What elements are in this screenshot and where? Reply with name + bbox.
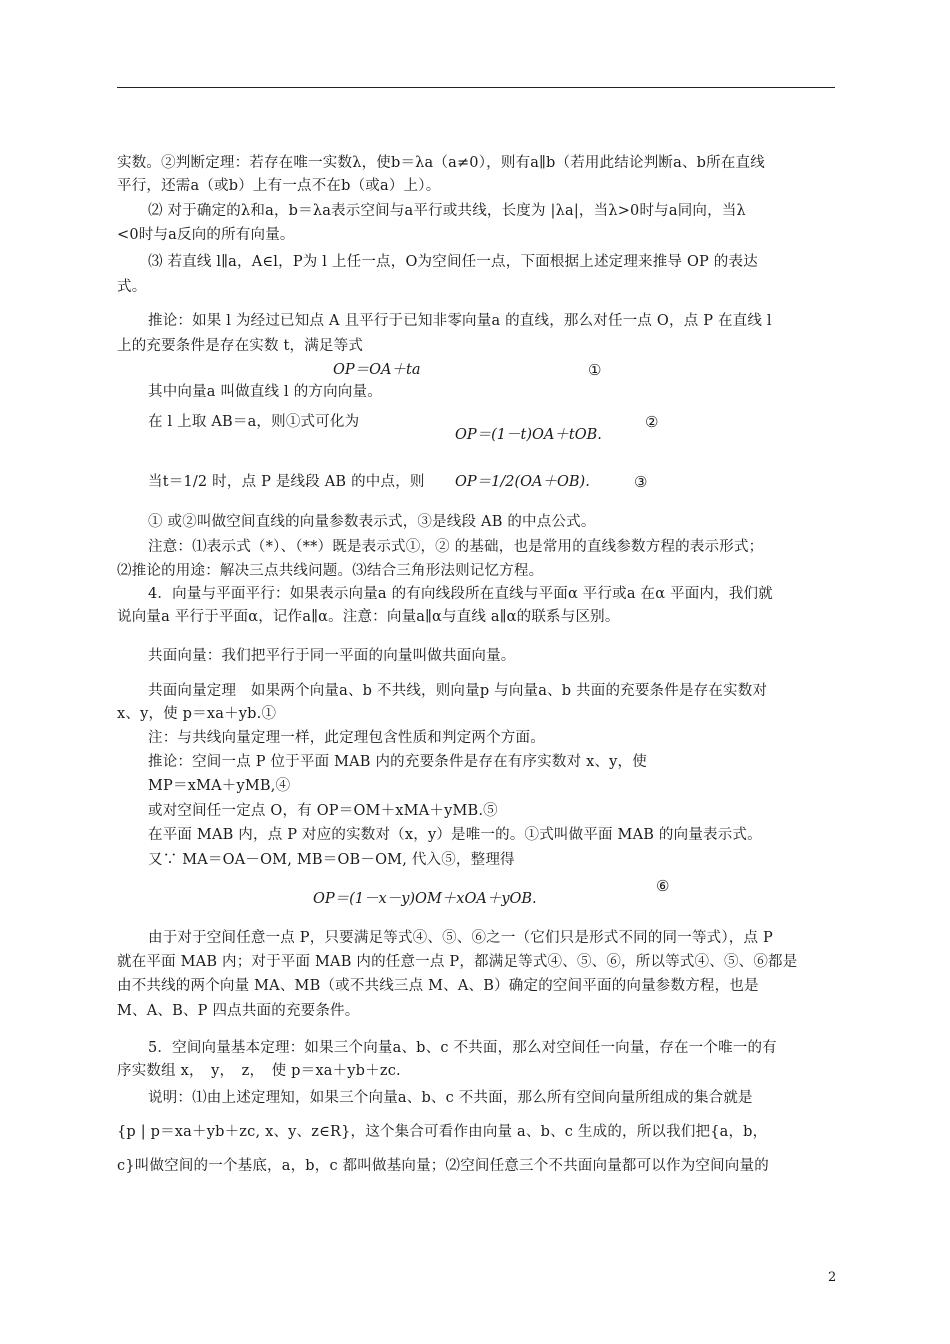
equation-marker: ① bbox=[588, 361, 602, 379]
text-line: ① 或②叫做空间直线的向量参数表示式，③是线段 AB 的中点公式。 bbox=[148, 514, 596, 530]
text-line: 说明：⑴由上述定理知，如果三个向量a、b、c 不共面，那么所有空间向量所组成的集合就是 bbox=[148, 1090, 753, 1106]
header-rule bbox=[117, 87, 835, 88]
equation-marker: ③ bbox=[634, 473, 648, 491]
text-line: 就在平面 MAB 内；对于平面 MAB 内的任意一点 P，都满足等式④、⑤、⑥，所以等式④、⑤、⑥都是 bbox=[117, 954, 798, 970]
formula-1: OP＝OA＋ta bbox=[333, 362, 421, 378]
text-line: 实数。②判断定理：若存在唯一实数λ，使b＝λa（a≠0），则有a∥b（若用此结论判断a、b所在直线 bbox=[117, 155, 765, 171]
text-line: 平行，还需a（或b）上有一点不在b（或a）上）。 bbox=[117, 178, 441, 194]
text-line: ⑵ 对于确定的λ和a，b＝λa表示空间与a平行或共线，长度为 |λa|，当λ>0时与a同向，当λ bbox=[148, 203, 746, 219]
formula-3: OP＝1/2(OA＋OB). bbox=[455, 474, 590, 490]
text-line: x、y，使 p＝xa＋yb.① bbox=[117, 706, 277, 722]
text-line: ⑶ 若直线 l∥a，A∈l，P为 l 上任一点，O为空间任一点，下面根据上述定理来推导 OP 的表达 bbox=[148, 254, 758, 270]
text-line: MP＝xMA＋yMB,④ bbox=[148, 778, 291, 794]
equation-marker: ⑥ bbox=[656, 877, 670, 895]
text-line: 推论：空间一点 P 位于平面 MAB 内的充要条件是存在有序实数对 x、y，使 bbox=[148, 754, 647, 770]
text-line: 5．空间向量基本定理：如果三个向量a、b、c 不共面，那么对空间任一向量，存在一个唯一的有 bbox=[148, 1040, 777, 1056]
text-line: 4．向量与平面平行：如果表示向量a 的有向线段所在直线与平面α 平行或a 在α 平面内，我们就 bbox=[148, 586, 773, 602]
text-line: <0时与a反向的所有向量。 bbox=[117, 227, 295, 243]
text-line: 当t＝1/2 时，点 P 是线段 AB 的中点，则 bbox=[148, 474, 425, 490]
text-line: 在 l 上取 AB＝a，则①式可化为 bbox=[148, 414, 360, 430]
text-line: ⑵推论的用途：解决三点共线问题。⑶结合三角形法则记忆方程。 bbox=[117, 563, 544, 579]
formula-2: OP＝(1－t)OA＋tOB. bbox=[455, 427, 602, 443]
text-line: 共面向量：我们把平行于同一平面的向量叫做共面向量。 bbox=[148, 648, 516, 664]
text-line: 在平面 MAB 内，点 P 对应的实数对（x，y）是唯一的。①式叫做平面 MAB 的向量表示式。 bbox=[148, 827, 762, 843]
page-number: 2 bbox=[828, 1270, 837, 1285]
text-line: {p | p＝xa＋yb＋zc, x、y、z∈R}，这个集合可看作由向量 a、b、c 生成的，所以我们把{a，b， bbox=[117, 1124, 768, 1140]
text-line: 共面向量定理 如果两个向量a、b 不共线，则向量p 与向量a、b 共面的充要条件是存在实数对 bbox=[148, 683, 768, 699]
text-line: M、A、B、P 四点共面的充要条件。 bbox=[117, 1003, 360, 1019]
text-line: c}叫做空间的一个基底，a，b，c 都叫做基向量；⑵空间任意三个不共面向量都可以作为空间向量的 bbox=[117, 1158, 769, 1174]
text-line: 上的充要条件是存在实数 t，满足等式 bbox=[117, 338, 364, 354]
equation-marker: ② bbox=[645, 413, 659, 431]
text-line: 又∵ MA＝OA－OM, MB＝OB－OM, 代入⑤，整理得 bbox=[148, 852, 515, 868]
text-line: 序实数组 x， y， z， 使 p＝xa＋yb＋zc. bbox=[117, 1063, 401, 1079]
text-line: 注意：⑴表示式（*）、（**）既是表示式①，② 的基础，也是常用的直线参数方程的表示形式； bbox=[148, 539, 764, 555]
text-line: 注：与共线向量定理一样，此定理包含性质和判定两个方面。 bbox=[148, 730, 545, 746]
text-line: 其中向量a 叫做直线 l 的方向向量。 bbox=[148, 384, 382, 400]
text-line: 推论：如果 l 为经过已知点 A 且平行于已知非零向量a 的直线，那么对任一点 O，点 P 在直线 l bbox=[148, 313, 772, 329]
text-line: 或对空间任一定点 O，有 OP＝OM＋xMA＋yMB.⑤ bbox=[148, 803, 498, 819]
text-line: 说向量a 平行于平面α，记作a∥α。注意：向量a∥α与直线 a∥α的联系与区别。 bbox=[117, 609, 620, 625]
formula-6: OP＝(1－x－y)OM＋xOA＋yOB. bbox=[313, 891, 537, 907]
text-line: 由于对于空间任意一点 P，只要满足等式④、⑤、⑥之一（它们只是形式不同的同一等式），点 P bbox=[148, 930, 773, 946]
text-line: 式。 bbox=[117, 279, 147, 295]
text-line: 由不共线的两个向量 MA、MB（或不共线三点 M、A、B）确定的空间平面的向量参数方程，也是 bbox=[117, 978, 759, 994]
